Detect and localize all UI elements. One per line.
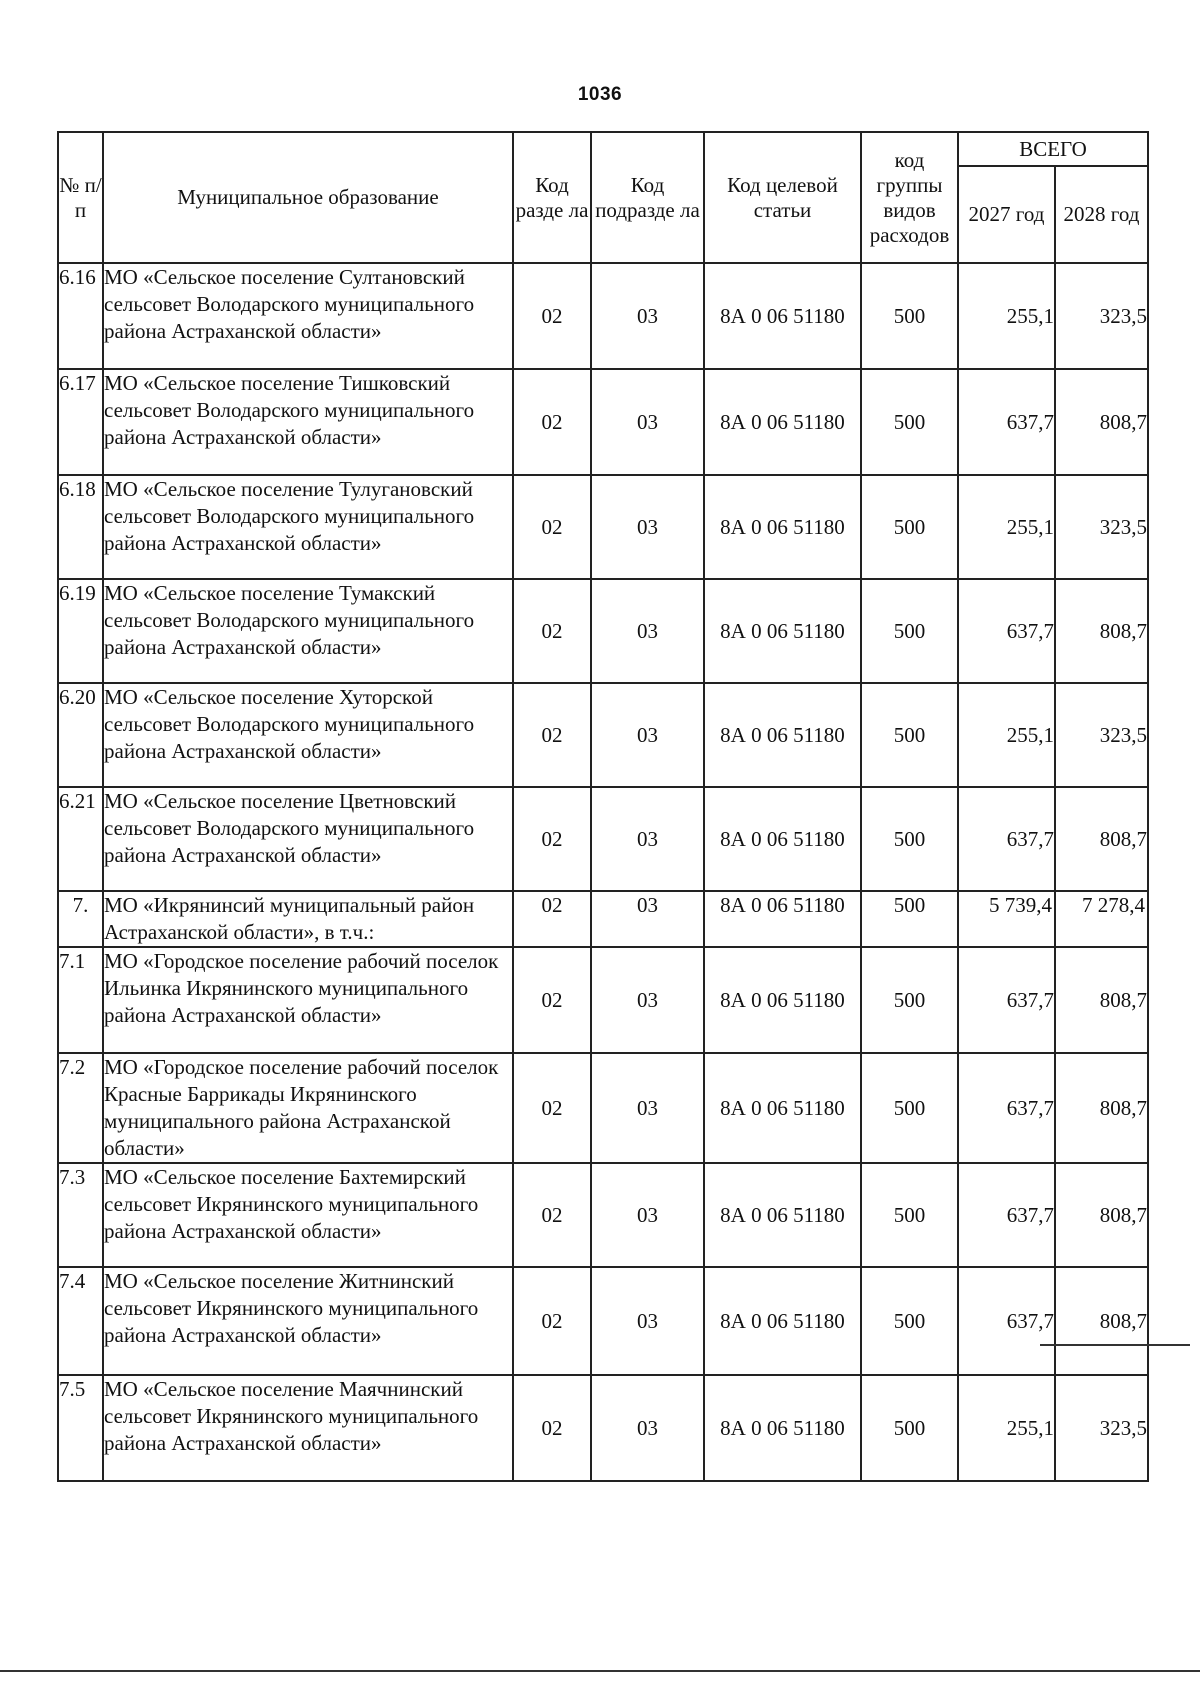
cell-municipality: МО «Городское поселение рабочий поселок Ильинка Икрянинского муниципального района Астраханской области» bbox=[103, 947, 513, 1053]
cell-subsection-code: 03 bbox=[591, 579, 704, 683]
cell-year-2027: 637,7 bbox=[958, 947, 1055, 1053]
cell-year-2027: 637,7 bbox=[958, 369, 1055, 475]
cell-expense-group-code: 500 bbox=[861, 1163, 958, 1267]
cell-year-2028: 323,5 bbox=[1055, 475, 1148, 579]
cell-section-code: 02 bbox=[513, 1267, 591, 1375]
cell-year-2028: 808,7 bbox=[1055, 1053, 1148, 1163]
table-row bbox=[58, 263, 1148, 369]
table-row bbox=[58, 1163, 1148, 1267]
table-row bbox=[58, 787, 1148, 891]
margin-line bbox=[1040, 1344, 1190, 1346]
cell-year-2028: 808,7 bbox=[1055, 1163, 1148, 1267]
table-row bbox=[58, 1053, 1148, 1163]
header-num: № п/п bbox=[58, 132, 103, 263]
cell-expense-group-code: 500 bbox=[861, 263, 958, 369]
table-header bbox=[58, 132, 1148, 263]
cell-num: 6.20 bbox=[58, 683, 103, 787]
cell-section-code: 02 bbox=[513, 787, 591, 891]
page-number: 1036 bbox=[577, 84, 623, 105]
cell-expense-group-code: 500 bbox=[861, 787, 958, 891]
cell-section-code: 02 bbox=[513, 1053, 591, 1163]
table-row bbox=[58, 369, 1148, 475]
cell-num: 7.3 bbox=[58, 1163, 103, 1267]
cell-section-code: 02 bbox=[513, 475, 591, 579]
cell-municipality: МО «Сельское поселение Бахтемирский сельсовет Икрянинского муниципального района Астраханской области» bbox=[103, 1163, 513, 1267]
cell-target-code: 8А 0 06 51180 bbox=[704, 369, 861, 475]
cell-subsection-code: 03 bbox=[591, 1375, 704, 1481]
header-expense-group-code: код группы видов расходов bbox=[861, 132, 958, 263]
cell-year-2027: 637,7 bbox=[958, 787, 1055, 891]
cell-year-2027: 637,7 bbox=[958, 1163, 1055, 1267]
cell-municipality: МО «Городское поселение рабочий поселок Красные Баррикады Икрянинского муниципального района Астраханской области» bbox=[103, 1053, 513, 1163]
cell-year-2027: 255,1 bbox=[958, 1375, 1055, 1481]
cell-subsection-code: 03 bbox=[591, 683, 704, 787]
cell-subsection-code: 03 bbox=[591, 1267, 704, 1375]
cell-expense-group-code: 500 bbox=[861, 1053, 958, 1163]
header-section-code: Код разде ла bbox=[513, 132, 591, 263]
cell-municipality: МО «Сельское поселение Тишковский сельсовет Володарского муниципального района Астраханской области» bbox=[103, 369, 513, 475]
header-target-code: Код целевой статьи bbox=[704, 132, 861, 263]
cell-subsection-code: 03 bbox=[591, 369, 704, 475]
cell-expense-group-code: 500 bbox=[861, 475, 958, 579]
cell-expense-group-code: 500 bbox=[861, 369, 958, 475]
cell-target-code: 8А 0 06 51180 bbox=[704, 1163, 861, 1267]
budget-table bbox=[57, 131, 1149, 1482]
cell-subsection-code: 03 bbox=[591, 1053, 704, 1163]
cell-expense-group-code: 500 bbox=[861, 579, 958, 683]
cell-municipality: МО «Сельское поселение Житнинский сельсовет Икрянинского муниципального района Астраханской области» bbox=[103, 1267, 513, 1375]
cell-subsection-code: 03 bbox=[591, 787, 704, 891]
cell-section-code: 02 bbox=[513, 369, 591, 475]
bottom-rule bbox=[0, 1670, 1200, 1672]
table-row bbox=[58, 1375, 1148, 1481]
header-year-2027: 2027 год bbox=[958, 166, 1055, 263]
cell-target-code: 8А 0 06 51180 bbox=[704, 475, 861, 579]
cell-section-code: 02 bbox=[513, 263, 591, 369]
cell-target-code: 8А 0 06 51180 bbox=[704, 683, 861, 787]
cell-year-2028: 323,5 bbox=[1055, 683, 1148, 787]
cell-year-2027: 255,1 bbox=[958, 475, 1055, 579]
cell-num: 7.1 bbox=[58, 947, 103, 1053]
cell-num: 7.2 bbox=[58, 1053, 103, 1163]
cell-year-2028: 808,7 bbox=[1055, 1267, 1148, 1375]
cell-year-2027: 637,7 bbox=[958, 579, 1055, 683]
cell-year-2028: 808,7 bbox=[1055, 787, 1148, 891]
cell-year-2028: 808,7 bbox=[1055, 369, 1148, 475]
cell-expense-group-code: 500 bbox=[861, 947, 958, 1053]
cell-municipality: МО «Сельское поселение Тумакский сельсовет Володарского муниципального района Астраханской области» bbox=[103, 579, 513, 683]
cell-target-code: 8А 0 06 51180 bbox=[704, 579, 861, 683]
cell-municipality: МО «Сельское поселение Хуторской сельсовет Володарского муниципального района Астраханской области» bbox=[103, 683, 513, 787]
cell-num: 7.4 bbox=[58, 1267, 103, 1375]
cell-municipality: МО «Сельское поселение Маячнинский сельсовет Икрянинского муниципального района Астраханской области» bbox=[103, 1375, 513, 1481]
cell-subsection-code: 03 bbox=[591, 475, 704, 579]
cell-target-code: 8А 0 06 51180 bbox=[704, 1375, 861, 1481]
table-row bbox=[58, 683, 1148, 787]
cell-expense-group-code: 500 bbox=[861, 1375, 958, 1481]
cell-section-code: 02 bbox=[513, 1163, 591, 1267]
cell-municipality: МО «Икрянинсий муниципальный район Астраханской области», в т.ч.: bbox=[103, 891, 513, 947]
cell-municipality: МО «Сельское поселение Тулугановский сельсовет Володарского муниципального района Астраханской области» bbox=[103, 475, 513, 579]
cell-year-2028: 7 278,4 bbox=[1055, 891, 1148, 947]
cell-year-2027: 5 739,4 bbox=[958, 891, 1055, 947]
header-total: ВСЕГО bbox=[958, 132, 1148, 166]
cell-year-2028: 323,5 bbox=[1055, 263, 1148, 369]
cell-year-2027: 637,7 bbox=[958, 1267, 1055, 1375]
cell-year-2027: 255,1 bbox=[958, 263, 1055, 369]
cell-target-code: 8А 0 06 51180 bbox=[704, 263, 861, 369]
cell-section-code: 02 bbox=[513, 891, 591, 947]
header-subsection-code: Код подразде ла bbox=[591, 132, 704, 263]
header-year-2028: 2028 год bbox=[1055, 166, 1148, 263]
table-row bbox=[58, 1267, 1148, 1375]
cell-num: 6.19 bbox=[58, 579, 103, 683]
cell-section-code: 02 bbox=[513, 947, 591, 1053]
cell-section-code: 02 bbox=[513, 1375, 591, 1481]
header-municipality: Муниципальное образование bbox=[103, 132, 513, 263]
cell-target-code: 8А 0 06 51180 bbox=[704, 1053, 861, 1163]
cell-municipality: МО «Сельское поселение Цветновский сельсовет Володарского муниципального района Астраханской области» bbox=[103, 787, 513, 891]
cell-target-code: 8А 0 06 51180 bbox=[704, 1267, 861, 1375]
cell-target-code: 8А 0 06 51180 bbox=[704, 787, 861, 891]
cell-expense-group-code: 500 bbox=[861, 1267, 958, 1375]
cell-section-code: 02 bbox=[513, 683, 591, 787]
table-row bbox=[58, 947, 1148, 1053]
cell-expense-group-code: 500 bbox=[861, 891, 958, 947]
cell-year-2028: 808,7 bbox=[1055, 947, 1148, 1053]
cell-section-code: 02 bbox=[513, 579, 591, 683]
cell-num: 6.16 bbox=[58, 263, 103, 369]
cell-year-2028: 808,7 bbox=[1055, 579, 1148, 683]
cell-num: 6.17 bbox=[58, 369, 103, 475]
cell-target-code: 8А 0 06 51180 bbox=[704, 947, 861, 1053]
cell-num: 6.21 bbox=[58, 787, 103, 891]
table-row-total bbox=[58, 891, 1148, 947]
cell-expense-group-code: 500 bbox=[861, 683, 958, 787]
table-row bbox=[58, 475, 1148, 579]
cell-subsection-code: 03 bbox=[591, 947, 704, 1053]
cell-year-2028: 323,5 bbox=[1055, 1375, 1148, 1481]
cell-num: 7.5 bbox=[58, 1375, 103, 1481]
table-row bbox=[58, 579, 1148, 683]
cell-subsection-code: 03 bbox=[591, 263, 704, 369]
table-body bbox=[58, 263, 1148, 1481]
cell-municipality: МО «Сельское поселение Султановский сельсовет Володарского муниципального района Астраханской области» bbox=[103, 263, 513, 369]
cell-year-2027: 255,1 bbox=[958, 683, 1055, 787]
cell-subsection-code: 03 bbox=[591, 891, 704, 947]
cell-target-code: 8А 0 06 51180 bbox=[704, 891, 861, 947]
cell-year-2027: 637,7 bbox=[958, 1053, 1055, 1163]
cell-num: 7. bbox=[58, 891, 103, 947]
cell-num: 6.18 bbox=[58, 475, 103, 579]
cell-subsection-code: 03 bbox=[591, 1163, 704, 1267]
